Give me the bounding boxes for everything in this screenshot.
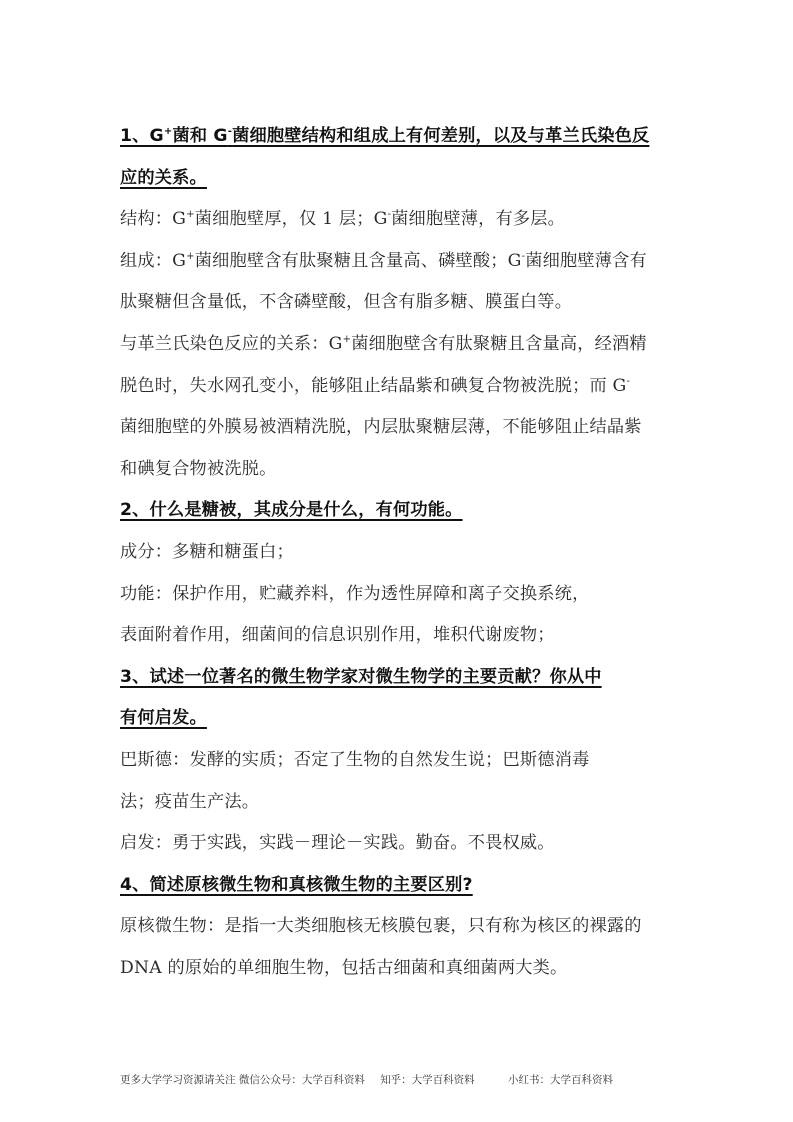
footer-zhihu: 知乎：大学百科资料 — [380, 1074, 475, 1086]
document-page — [120, 116, 680, 989]
question-heading-4: 4、简述原核微生物和真核微生物的主要区别? — [120, 874, 473, 895]
answer-line: 巴斯德：发酵的实质；否定了生物的自然发生说；巴斯德消毒 — [120, 749, 590, 770]
question-heading-1: 1、G+菌和 G-菌细胞壁结构和组成上有何差别，以及与革兰氏染色反 — [120, 126, 650, 146]
superscript: + — [342, 333, 352, 345]
answer-line: 法；疫苗生产法。 — [120, 791, 260, 812]
answer-line: 菌细胞壁的外膜易被酒精洗脱，内层肽聚糖层薄，不能够阻止结晶紫 — [120, 417, 642, 438]
answer-line: 脱色时，失水网孔变小，能够阻止结晶紫和碘复合物被洗脱；而 G- — [120, 375, 631, 396]
answer-line: 结构：G+菌细胞壁厚，仅 1 层；G-菌细胞壁薄，有多层。 — [120, 209, 566, 230]
question-heading-1: 应的关系。 — [120, 167, 207, 188]
superscript: - — [521, 250, 526, 262]
superscript: + — [186, 250, 195, 262]
superscript: - — [387, 209, 392, 221]
question-heading-3: 3、试述一位著名的微生物学家对微生物学的主要贡献？你从中 — [120, 666, 602, 687]
footer-xiaohongshu: 小红书：大学百科资料 — [508, 1074, 614, 1086]
answer-line: 组成：G+菌细胞壁含有肽聚糖且含量高、磷壁酸；G-菌细胞壁薄含有 — [120, 250, 647, 271]
answer-line: 启发：勇于实践，实践－理论－实践。勤奋。不畏权威。 — [120, 833, 555, 854]
answer-line: 功能：保护作用，贮藏养料，作为透性屏障和离子交换系统， — [120, 583, 590, 604]
superscript: + — [186, 209, 195, 221]
footer-wechat: 更多大学学习资源请关注 微信公众号：大学百科资料 — [120, 1074, 365, 1086]
answer-line: 原核微生物：是指一大类细胞核无核膜包裹，只有称为核区的裸露的 — [120, 916, 642, 937]
answer-line: 和碘复合物被洗脱。 — [120, 458, 277, 479]
answer-line: 成分：多糖和糖蛋白； — [120, 541, 294, 562]
superscript: - — [626, 375, 631, 387]
answer-line: 与革兰氏染色反应的关系：G+菌细胞壁含有肽聚糖且含量高，经酒精 — [120, 333, 647, 354]
page-footer — [120, 1072, 680, 1087]
answer-line: 肽聚糖但含量低，不含磷壁酸，但含有脂多糖、膜蛋白等。 — [120, 292, 573, 313]
answer-line: 表面附着作用，细菌间的信息识别作用，堆积代谢废物； — [120, 625, 555, 646]
superscript: - — [227, 126, 233, 137]
question-heading-2: 2、什么是糖被，其成分是什么，有何功能。 — [120, 500, 463, 521]
question-heading-3: 有何启发。 — [120, 708, 207, 729]
answer-line: DNA 的原始的单细胞生物，包括古细菌和真细菌两大类。 — [120, 957, 568, 978]
superscript: + — [163, 126, 173, 137]
